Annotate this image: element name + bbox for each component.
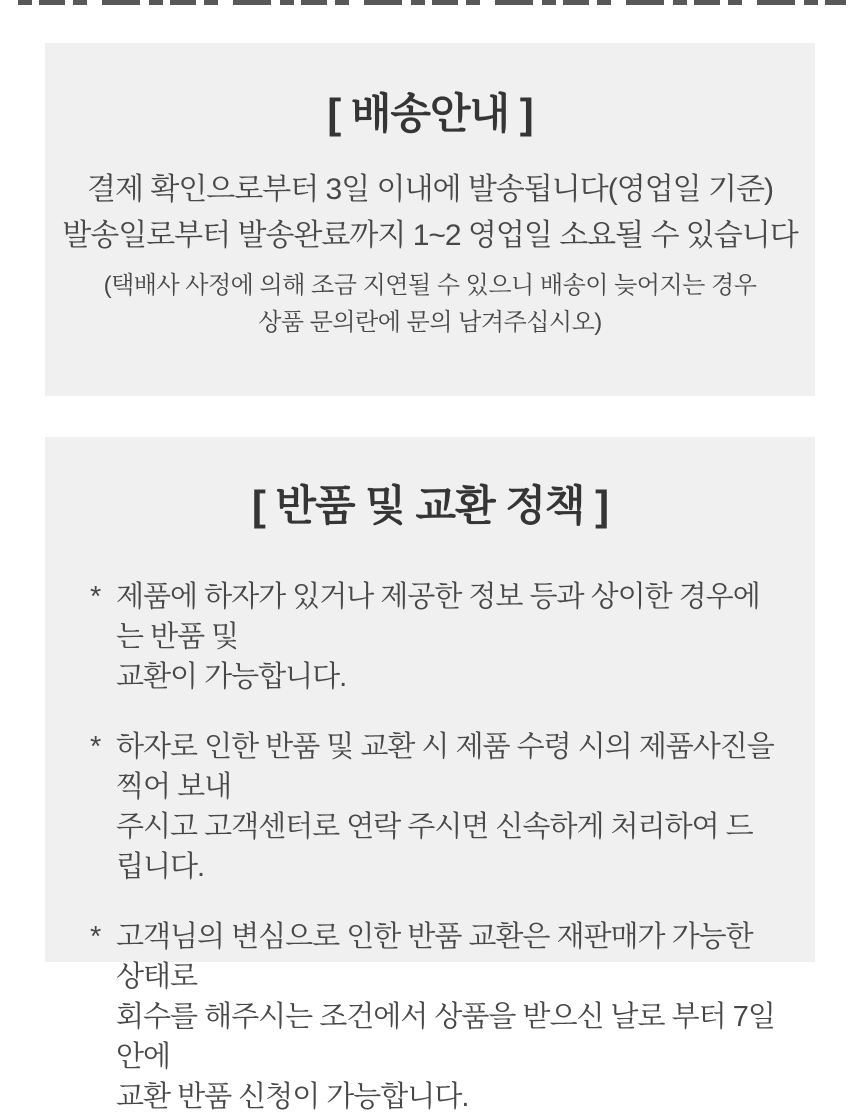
shipping-title: [ 배송안내 ] xyxy=(327,90,533,137)
bullet-lines xyxy=(116,727,775,887)
bullet-lines xyxy=(116,917,775,1117)
bullet-line: 교환이 가능합니다. xyxy=(116,661,347,693)
bullet-line: 회수를 해주시는 조건에서 상품을 받으신 날로 부터 7일안에 xyxy=(116,1001,775,1073)
policy-bullet-list xyxy=(45,577,815,1117)
bullet-line: 교환 반품 신청이 가능합니다. xyxy=(116,1081,469,1113)
shipping-note-line: (택배사 사정에 의해 조금 지연될 수 있으니 배송이 늦어지는 경우 xyxy=(103,272,757,299)
shipping-line: 결제 확인으로부터 3일 이내에 발송됩니다(영업일 기준) xyxy=(87,173,773,206)
bullet-lines xyxy=(116,577,775,697)
shipping-lines xyxy=(45,167,815,259)
bullet-line: 고객님의 변심으로 인한 반품 교환은 재판매가 가능한 상태로 xyxy=(116,921,753,993)
bullet-marker: * xyxy=(90,921,101,953)
policy-bullet xyxy=(90,727,775,887)
bullet-line: 하자로 인한 반품 및 교환 시 제품 수령 시의 제품사진을 찍어 보내 xyxy=(116,731,774,803)
policy-bullet xyxy=(90,577,775,697)
bullet-line: 주시고 고객센터로 연락 주시면 신속하게 처리하여 드립니다. xyxy=(116,811,753,883)
shipping-notes xyxy=(45,267,815,341)
bullet-marker: * xyxy=(90,581,101,613)
bullet-marker: * xyxy=(90,731,101,763)
bullet-line: 제품에 하자가 있거나 제공한 정보 등과 상이한 경우에는 반품 및 xyxy=(116,581,760,653)
return-policy-panel xyxy=(45,437,815,1113)
return-policy-title: [ 반품 및 교환 정책 ] xyxy=(251,482,609,529)
shipping-note-line: 상품 문의란에 문의 남겨주십시오) xyxy=(258,309,602,336)
policy-bullet xyxy=(90,917,775,1117)
shipping-line: 발송일로부터 발송완료까지 1~2 영업일 소요될 수 있습니다 xyxy=(62,219,798,252)
shipping-info-panel xyxy=(45,43,815,396)
cropped-text-strip xyxy=(18,0,846,5)
